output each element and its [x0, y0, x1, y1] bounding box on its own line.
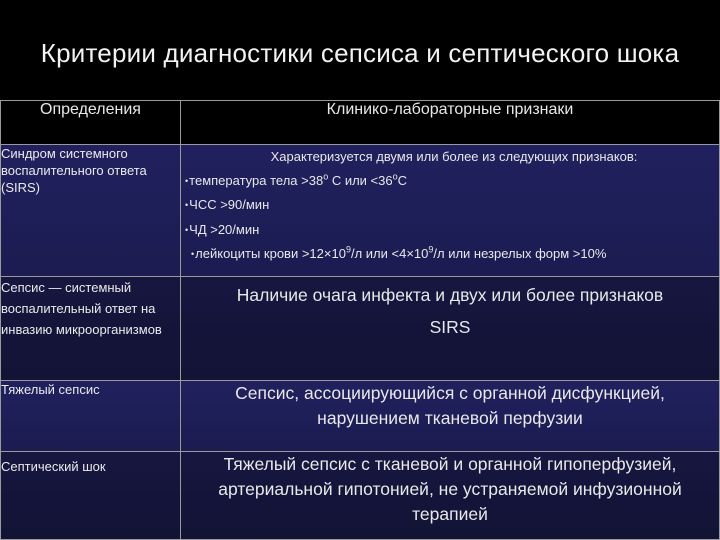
- definition-sirs: Синдром системного воспалительного ответа (SIRS): [1, 145, 181, 277]
- bullet-icon: •: [185, 224, 189, 235]
- table-row-sepsis: [1, 277, 720, 381]
- header-clinical-signs: Клинико-лабораторные признаки: [181, 101, 720, 145]
- criterion-respiratory-rate: •ЧД >20/мин: [185, 221, 260, 237]
- table-row-severe-sepsis: [1, 381, 720, 452]
- criterion-temperature: •температура тела $>38^о$ С или $<36^оС$: [185, 171, 407, 188]
- criterion-heart-rate: •ЧСС >90/мин: [185, 197, 270, 212]
- criterion-leukocytes: •лейкоциты крови $>12\times 10^9/л$ или $<4\times 10^9/л$ или незрелых форм >10%: [191, 244, 607, 261]
- bullet-icon: •: [185, 175, 189, 186]
- criteria-severe-sepsis: Сепсис, ассоциирующийся с органной дисфункцией, нарушением тканевой перфузии: [181, 381, 720, 452]
- criteria-sirs: [181, 145, 720, 277]
- slide-title: Критерии диагностики сепсиса и септического шока: [40, 38, 680, 68]
- criteria-sepsis: Наличие очага инфекта и двух или более признаков SIRS: [181, 277, 720, 381]
- definition-septic-shock: Септический шок: [1, 452, 181, 540]
- definition-severe-sepsis: Тяжелый сепсис: [1, 381, 181, 452]
- table-row-septic-shock: [1, 452, 720, 540]
- criteria-septic-shock: Тяжелый сепсис с тканевой и органной гипоперфузией, артериальной гипотонией, не устраняемой инфузионной терапией: [181, 452, 720, 540]
- bullet-icon: •: [185, 200, 189, 210]
- table-header-row: [1, 101, 720, 145]
- sirs-lead-text: Характеризуется двумя или более из следующих признаков:: [270, 149, 638, 164]
- bullet-icon: •: [191, 249, 195, 259]
- definition-sepsis: Сепсис — системный воспалительный ответ на инвазию микроорганизмов: [1, 277, 181, 381]
- header-definitions: Определения: [1, 101, 181, 145]
- criteria-table: [0, 100, 720, 540]
- table-row-sirs: [1, 145, 720, 277]
